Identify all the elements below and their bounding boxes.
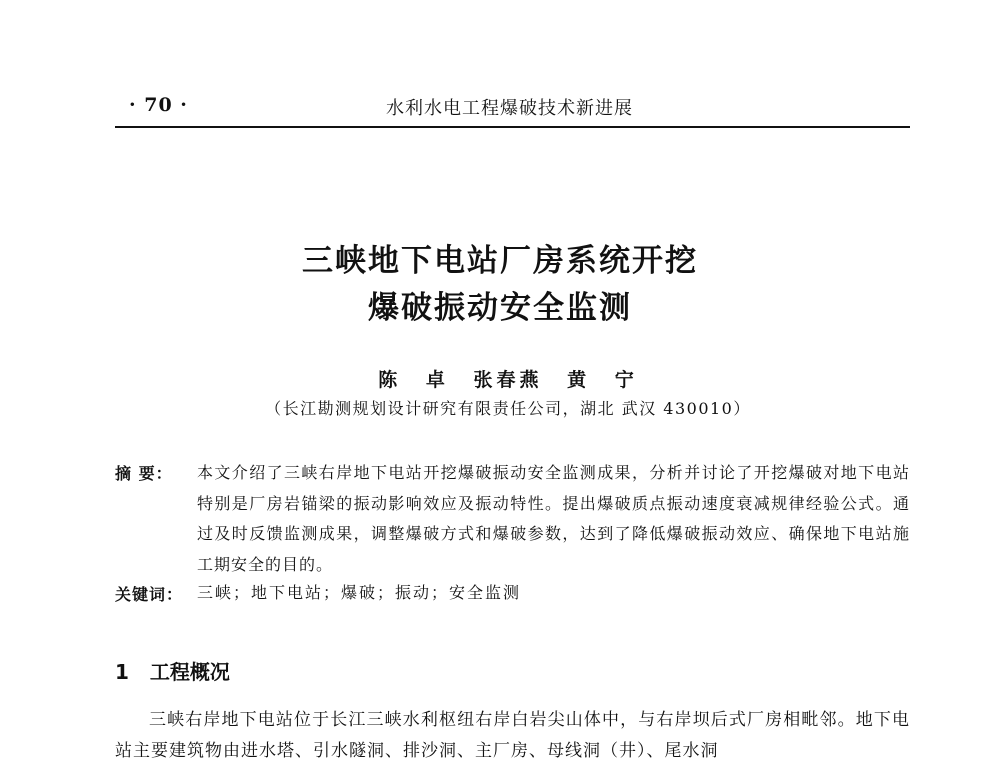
page-header bbox=[115, 90, 910, 126]
section-body-text: 三峡右岸地下电站位于长江三峡水利枢纽右岸白岩尖山体中，与右岸坝后式厂房相毗邻。地下电站主要建筑物由进水塔、引水隧洞、排沙洞、主厂房、母线洞（井）、尾水洞 bbox=[115, 710, 910, 761]
paper-title bbox=[200, 238, 800, 332]
title-line-2: 爆破振动安全监测 bbox=[368, 290, 632, 326]
author-affiliation: （长江勘测规划设计研究有限责任公司，湖北 武汉 430010） bbox=[265, 399, 751, 418]
author-list: 陈 卓 张春燕 黄 宁 bbox=[378, 369, 638, 391]
keywords-label: 关键词： bbox=[115, 585, 184, 604]
abstract-text: 本文介绍了三峡右岸地下电站开挖爆破振动安全监测成果，分析并讨论了开挖爆破对地下电站特别是厂房岩锚梁的振动影响效应及振动特性。提出爆破质点振动速度衰减规律经验公式。通过及时反馈监测成果，调整爆破方式和爆破参数，达到了降低爆破振动效应、确保地下电站施工期安全的目的。 bbox=[197, 463, 910, 574]
page-number: · 70 · bbox=[129, 94, 188, 116]
running-title: 水利水电工程爆破技术新进展 bbox=[386, 98, 633, 119]
title-line-1: 三峡地下电站厂房系统开挖 bbox=[302, 243, 698, 279]
section-heading: 1 工程概况 bbox=[115, 660, 230, 684]
keywords-text: 三峡；地下电站；爆破；振动；安全监测 bbox=[197, 583, 522, 602]
header-rule bbox=[115, 126, 910, 128]
abstract-label: 摘 要： bbox=[115, 464, 173, 483]
